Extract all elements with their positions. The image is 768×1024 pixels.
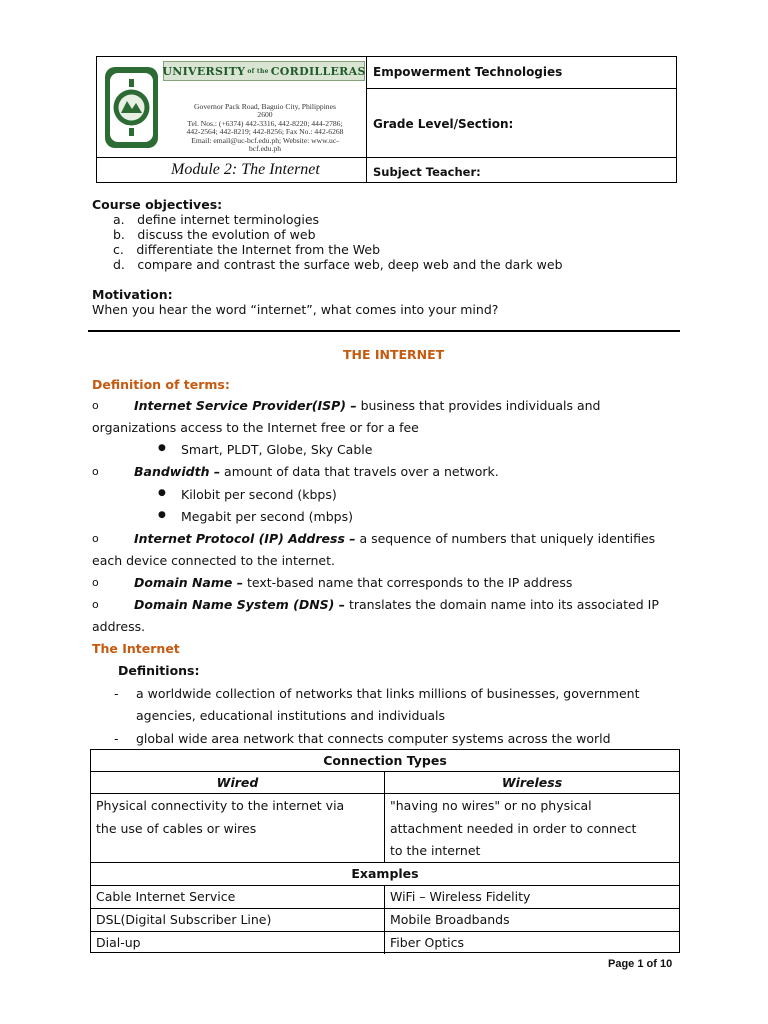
term-isp: Internet Service Provider(ISP) – xyxy=(134,398,357,413)
internet-definition: a worldwide collection of networks that links millions of businesses, government xyxy=(136,686,640,701)
table-gridline xyxy=(384,885,385,954)
term-ip-text: a sequence of numbers that uniquely identifies xyxy=(355,531,656,546)
list-dash: - xyxy=(114,686,119,701)
address-line: 2600 xyxy=(257,110,273,120)
university-name: UNIVERSITY xyxy=(162,64,246,78)
connection-types-table xyxy=(90,749,680,953)
isp-examples: Smart, PLDT, Globe, Sky Cable xyxy=(181,442,373,457)
university-seal-logo xyxy=(103,63,160,152)
term-ip: Internet Protocol (IP) Address – xyxy=(134,531,356,546)
bandwidth-unit: Kilobit per second (kbps) xyxy=(181,487,337,502)
header-divider xyxy=(97,157,676,158)
definitions-subheading: Definitions: xyxy=(118,663,200,678)
term-domain-name-text: text-based name that corresponds to the IP address xyxy=(242,575,573,590)
bullet-dot: ● xyxy=(158,488,166,498)
section-title: THE INTERNET xyxy=(343,347,445,362)
list-bullet: o xyxy=(92,532,99,545)
address-line: Email: email@uc-bcf.edu.ph; Website: www.uc- xyxy=(191,135,339,145)
subject-teacher-label: Subject Teacher: xyxy=(373,165,481,179)
module-title: Module 2: The Internet xyxy=(171,161,320,178)
objective-item: c. differentiate the Internet from the Web xyxy=(113,242,381,257)
term-ip-text-2: each device connected to the internet. xyxy=(92,553,335,568)
list-bullet: o xyxy=(92,598,99,611)
definition-isp xyxy=(134,398,600,413)
document-header-table xyxy=(96,56,677,183)
definition-bandwidth xyxy=(134,464,499,479)
internet-definition: agencies, educational institutions and individuals xyxy=(136,708,446,723)
list-dash: - xyxy=(114,731,119,746)
term-dns-text-2: address. xyxy=(92,619,146,634)
list-bullet: o xyxy=(92,465,99,478)
address-line: bcf.edu.ph xyxy=(248,144,282,154)
motivation-heading: Motivation: xyxy=(92,287,173,302)
list-bullet: o xyxy=(92,399,99,412)
term-bandwidth-text: amount of data that travels over a network. xyxy=(220,464,499,479)
header-divider xyxy=(366,57,367,182)
column-header-wireless: Wireless xyxy=(501,775,563,790)
address-line: 442-2564; 442-8219; 442-8256; Fax No.: 442-6268 xyxy=(186,127,344,137)
table-cell-wired: Dial-up xyxy=(96,935,141,950)
definition-domain-name xyxy=(134,575,572,590)
address-line: Governor Pack Road, Baguio City, Philippines xyxy=(194,102,336,111)
list-bullet: o xyxy=(92,576,99,589)
term-dns-text: translates the domain name into its associated IP xyxy=(345,597,659,612)
wired-description: Physical connectivity to the internet via xyxy=(96,798,345,813)
table-gridline xyxy=(91,771,679,772)
university-address xyxy=(167,103,363,153)
wireless-description: attachment needed in order to connect xyxy=(390,821,637,836)
table-cell-wired: DSL(Digital Subscriber Line) xyxy=(96,912,272,927)
subject-name: Empowerment Technologies xyxy=(373,65,563,79)
definition-dns xyxy=(134,597,659,612)
wireless-description: to the internet xyxy=(390,843,481,858)
term-isp-text-2: organizations access to the Internet free or for a fee xyxy=(92,420,419,435)
term-isp-text: business that provides individuals and xyxy=(356,398,601,413)
address-line: Tel. Nos.: (+6374) 442-3316, 442-8220; 444-2786; xyxy=(187,118,343,128)
examples-label: Examples xyxy=(351,866,419,881)
objective-item: a. define internet terminologies xyxy=(113,212,320,227)
objective-item: d. compare and contrast the surface web, deep web and the dark web xyxy=(113,257,563,272)
bandwidth-unit: Megabit per second (mbps) xyxy=(181,509,353,524)
table-gridline xyxy=(91,885,679,886)
table-cell-wireless: Fiber Optics xyxy=(390,935,465,950)
bullet-dot: ● xyxy=(158,443,166,453)
university-name-2: CORDILLERAS xyxy=(270,64,366,78)
column-header-wired: Wired xyxy=(216,775,259,790)
objectives-heading: Course objectives: xyxy=(92,197,223,212)
definitions-heading: Definition of terms: xyxy=(92,377,230,392)
term-bandwidth: Bandwidth – xyxy=(134,464,221,479)
table-gridline xyxy=(91,931,679,932)
wired-description: the use of cables or wires xyxy=(96,821,257,836)
table-cell-wireless: WiFi – Wireless Fidelity xyxy=(390,889,531,904)
table-gridline xyxy=(91,862,679,863)
section-divider xyxy=(88,330,680,332)
internet-definition: global wide area network that connects computer systems across the world xyxy=(136,731,611,746)
table-cell-wired: Cable Internet Service xyxy=(96,889,236,904)
table-cell-wireless: Mobile Broadbands xyxy=(390,912,510,927)
term-domain-name: Domain Name – xyxy=(134,575,243,590)
the-internet-heading: The Internet xyxy=(92,641,180,656)
definition-ip xyxy=(134,531,655,546)
wireless-description: "having no wires" or no physical xyxy=(390,798,592,813)
page-number: Page 1 of 10 xyxy=(608,958,673,970)
bullet-dot: ● xyxy=(158,510,166,520)
term-dns: Domain Name System (DNS) – xyxy=(134,597,345,612)
university-name-banner xyxy=(163,61,365,81)
motivation-text: When you hear the word “internet”, what comes into your mind? xyxy=(92,302,499,317)
table-gridline xyxy=(91,908,679,909)
grade-level-label: Grade Level/Section: xyxy=(373,117,514,131)
table-title: Connection Types xyxy=(323,753,447,768)
objective-item: b. discuss the evolution of web xyxy=(113,227,316,242)
header-divider xyxy=(366,88,676,89)
university-name-of-the: of the xyxy=(247,67,269,75)
table-gridline xyxy=(91,793,679,794)
